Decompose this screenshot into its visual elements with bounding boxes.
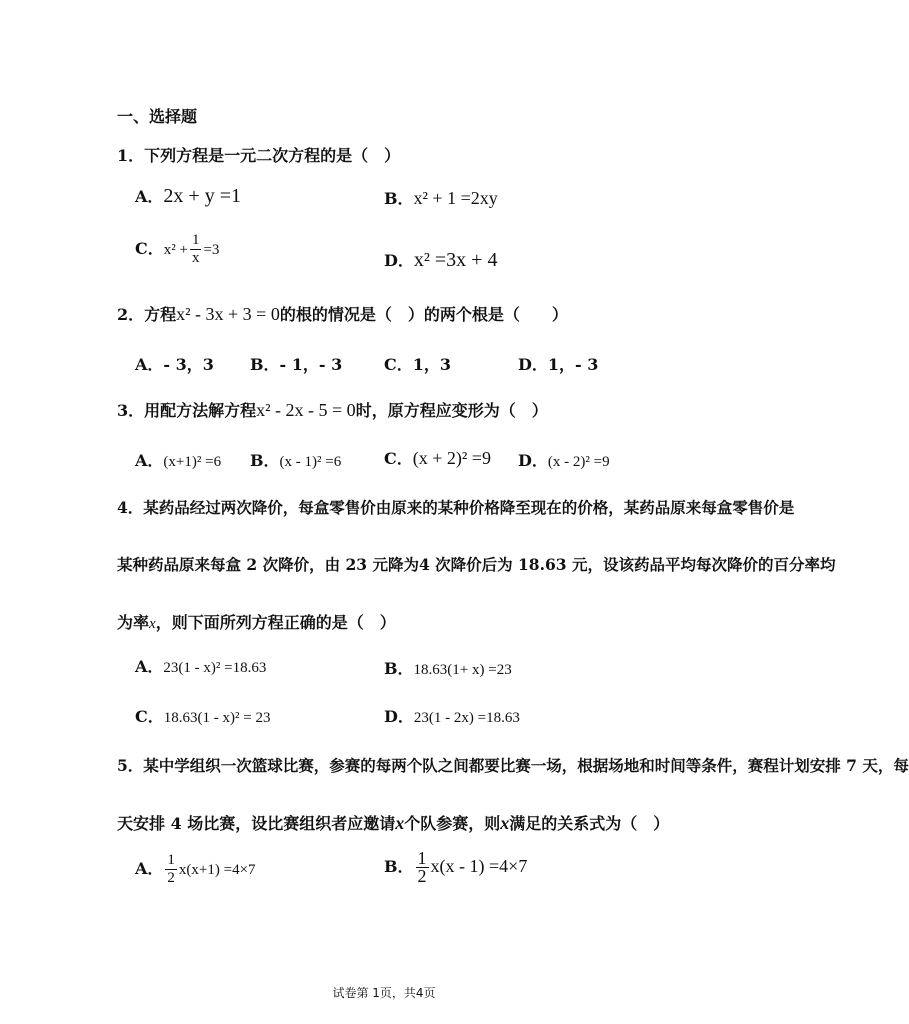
q1-option-b: B．x² + 1 =2xy xyxy=(384,188,498,208)
q5-option-b: B． $\frac{1}{2}$ x(x - 1) =4×7 xyxy=(384,848,528,886)
q2-option-d: D．1，- 3 xyxy=(518,355,599,374)
page-footer: 试卷第 1页，共4页 xyxy=(332,986,436,1000)
question-4-line-2: 某种药品原来每盒 2 次降价，由 23 元降为4 次降价后为 18.63 元，设该药品平均每次降价的百分率均 xyxy=(117,555,836,574)
q1-c-fraction: $\frac{1}{x}$ xyxy=(191,232,200,266)
question-5-line-2: 天安排 4 场比赛，设比赛组织者应邀请x个队参赛，则x满足的关系式为（ ） xyxy=(117,813,670,833)
question-4-line-3: 为率x，则下面所列方程正确的是（ ） xyxy=(117,613,396,632)
q1-option-a: A．2x + y =1 xyxy=(135,185,241,207)
q2-equation: x² - 3x + 3 = 0 xyxy=(176,304,280,324)
q5-option-a: A． $\frac{1}{2}$ x(x+1) =4×7 xyxy=(135,852,256,886)
q3-equation: x² - 2x - 5 = 0 xyxy=(256,400,356,420)
question-4-line-1: 4．某药品经过两次降价，每盒零售价由原来的某种价格降至现在的价格，某药品原来每盒零售价是 xyxy=(117,498,795,517)
q1-option-d: D．x² =3x + 4 xyxy=(384,249,498,271)
q2-option-c: C．1，3 xyxy=(384,355,452,374)
q5-b-fraction: $\frac{1}{2}$ xyxy=(417,848,427,886)
section-title: 一、选择题 xyxy=(117,107,198,126)
question-1-stem: 1．下列方程是一元二次方程的是（ ） xyxy=(117,146,401,165)
q1-d-math: x² =3x + 4 xyxy=(413,249,498,271)
q4-option-a: A．23(1 - x)² =18.63 xyxy=(135,657,267,676)
q4-option-b: B．18.63(1+ x) =23 xyxy=(384,659,512,678)
q1-a-math: 2x + y =1 xyxy=(163,185,241,207)
question-2-stem: 2．方程x² - 3x + 3 = 0的根的情况是（ ）的两个根是（ ） xyxy=(117,304,568,324)
q3-option-b: B．(x - 1)² =6 xyxy=(250,451,342,470)
q3-option-c: C．(x + 2)² =9 xyxy=(384,448,491,468)
q3-option-a: A．(x+1)² =6 xyxy=(135,451,222,470)
question-5-line-1: 5．某中学组织一次篮球比赛，参赛的每两个队之间都要比赛一场，根据场地和时间等条件，赛程计划安排 7 天，每 xyxy=(117,756,909,775)
q3-option-d: D．(x - 2)² =9 xyxy=(518,451,610,470)
q2-option-a: A．- 3，3 xyxy=(135,355,214,374)
question-3-stem: 3．用配方法解方程x² - 2x - 5 = 0时，原方程应变形为（ ） xyxy=(117,400,548,420)
q4-option-d: D．23(1 - 2x) =18.63 xyxy=(384,707,520,726)
q1-b-math: x² + 1 =2xy xyxy=(413,188,498,208)
q4-option-c: C．18.63(1 - x)² = 23 xyxy=(135,707,271,726)
q5-a-fraction: $\frac{1}{2}$ xyxy=(167,852,175,886)
q2-option-b: B．- 1，- 3 xyxy=(250,355,343,374)
q1-option-c: C．x² + $\frac{1}{x}$ =3 xyxy=(135,232,220,266)
